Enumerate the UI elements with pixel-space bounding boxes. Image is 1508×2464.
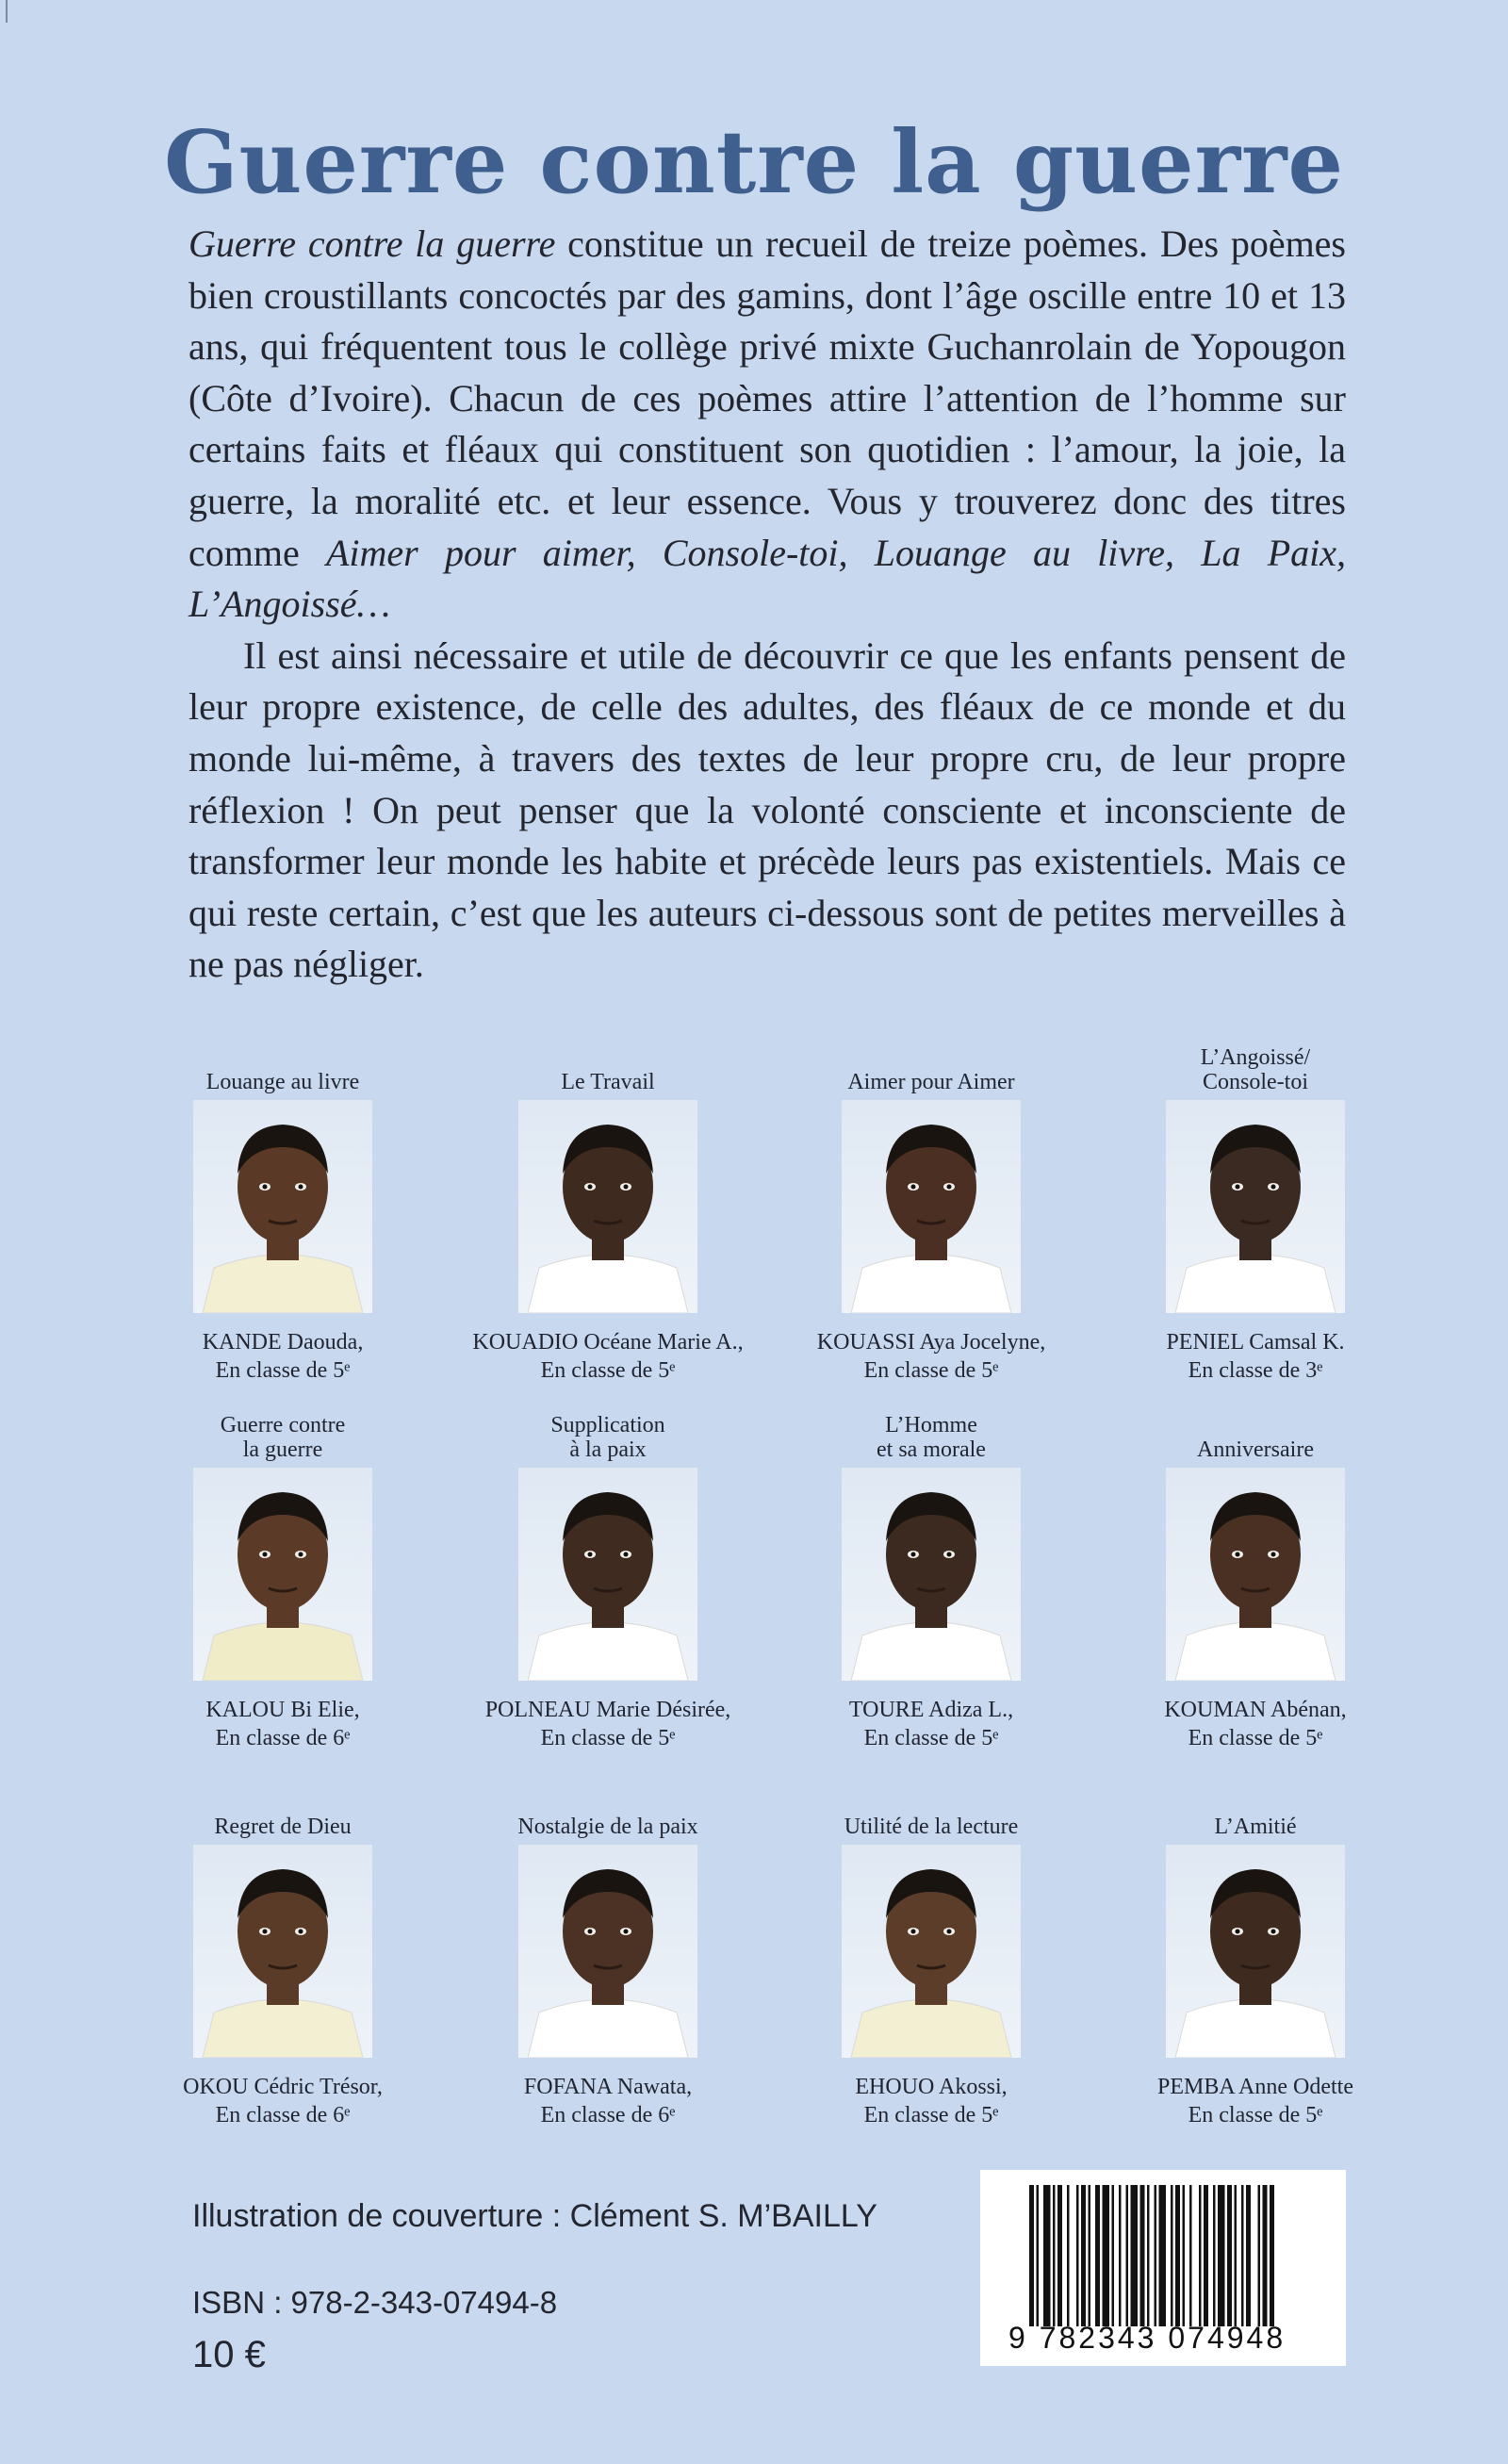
author-class: En classe de 5ᵉ [1188,1726,1323,1750]
author-photo [842,1468,1021,1681]
barcode-bar [1119,2185,1122,2326]
author-card [780,1042,1082,1383]
barcode-bar [1112,2185,1115,2326]
barcode-bar [1263,2185,1268,2326]
author-class: En classe de 5ᵉ [863,1358,999,1383]
barcode-bar [1213,2185,1216,2326]
pupil-left [911,1552,916,1557]
author-name: PENIEL Camsal K. [1166,1330,1345,1355]
barcode-digits: 9 782343 074948 [1008,2321,1287,2355]
barcode-bar [1126,2185,1129,2326]
author-photo [1166,1100,1345,1313]
barcode-bar [1258,2185,1261,2326]
author-photo [842,1100,1021,1313]
barcode-bar [1204,2185,1208,2326]
poem-title: L’Angoissé/ Console-toi [1200,1045,1311,1094]
shirt-shape [851,1255,1011,1313]
author-name: EHOUO Akossi, [855,2075,1008,2099]
shirt-shape [203,1622,363,1681]
barcode [980,2170,1346,2366]
barcode-bar [1246,2185,1251,2326]
barcode-bar [1103,2185,1110,2326]
author-class: En classe de 5ᵉ [1188,2103,1323,2127]
illustration-credit: Illustration de couverture : Clément S. M’BAILLY [192,2198,877,2234]
author-name: TOURE Adiza L., [848,1698,1014,1722]
author-card [132,1409,434,1750]
poem-title: Guerre contre la guerre [220,1413,346,1462]
barcode-bar [1081,2185,1086,2326]
author-name: KOUMAN Abénan, [1164,1698,1347,1722]
author-name: KOUADIO Océane Marie A., [472,1330,744,1355]
poem-title: Aimer pour Aimer [847,1070,1015,1094]
poem-title: Le Travail [561,1070,655,1094]
pupil-left [588,1552,593,1557]
shirt-shape [851,1999,1011,2058]
author-card [780,1409,1082,1750]
poem-title: Supplication à la paix [550,1413,665,1462]
barcode-bar [1159,2185,1167,2326]
pupil-left [1236,1552,1240,1557]
poem-title: Louange au livre [205,1070,360,1094]
pupil-right [299,1552,303,1557]
barcode-bar [1183,2185,1186,2326]
poem-title: Regret de Dieu [214,1815,352,1839]
author-card [457,1042,759,1383]
barcode-bar [1140,2185,1145,2326]
pupil-right [299,1930,303,1934]
poem-title: L’Amitié [1214,1815,1297,1839]
pupil-left [263,1930,268,1934]
author-photo [193,1468,372,1681]
author-card [1105,1409,1406,1750]
pupil-right [299,1185,303,1190]
pupil-right [624,1930,629,1934]
barcode-bar [1095,2185,1100,2326]
author-photo [518,1468,697,1681]
author-name: KANDE Daouda, [202,1330,364,1355]
author-photo [1166,1468,1345,1681]
barcode-bar [1043,2185,1051,2326]
barcode-bar [1067,2185,1070,2326]
author-name: FOFANA Nawata, [523,2075,693,2099]
author-photo [193,1845,372,2058]
author-name: OKOU Cédric Trésor, [183,2075,383,2099]
poem-title: L’Homme et sa morale [877,1413,986,1462]
author-class: En classe de 5ᵉ [215,1358,351,1383]
barcode-bar [1189,2185,1192,2326]
shirt-shape [203,1999,363,2058]
author-photo [1166,1845,1345,2058]
author-class: En classe de 5ᵉ [540,1726,676,1750]
author-name: KALOU Bi Elie, [205,1698,360,1722]
barcode-bar [1037,2185,1040,2326]
author-card [780,1786,1082,2127]
pupil-left [1236,1185,1240,1190]
author-class: En classe de 5ᵉ [540,1358,676,1383]
pupil-right [947,1930,952,1934]
pupil-left [588,1185,593,1190]
barcode-bar [1089,2185,1091,2326]
author-name: KOUASSI Aya Jocelyne, [816,1330,1046,1355]
author-class: En classe de 5ᵉ [863,2103,999,2127]
blurb-text: constitue un recueil de treize poèmes. Des poèmes bien croustillants concoctés par des gamins, dont l’âge oscille entre 10 et 13 ans, qui fréquentent tous le collège privé mixte Guchanrolain de Yopougon (Côte d’Ivoire). Chacun de ces poèmes attire l’attention de l’homme sur certains faits et fléaux qui constituent son quotidien : l’amour, la joie, la guerre, la moralité etc. et leur essence. Vous y trouverez donc des titres comme [188,222,1347,574]
blurb [188,219,1346,991]
barcode-bar [1171,2185,1173,2326]
pupil-right [1271,1185,1276,1190]
poem-title: Anniversaire [1197,1437,1314,1462]
author-card [132,1786,434,2127]
pupil-left [263,1185,268,1190]
pupil-right [947,1185,952,1190]
author-class: En classe de 6ᵉ [540,2103,676,2127]
author-card [457,1786,759,2127]
barcode-bar [1218,2185,1225,2326]
pupil-left [263,1552,268,1557]
shirt-shape [528,1999,688,2058]
price: 10 € [192,2334,266,2375]
barcode-bar [1241,2185,1244,2326]
author-card [1105,1042,1406,1383]
blurb-paragraph-2: Il est ainsi nécessaire et utile de découvrir ce que les enfants pensent de leur propre existence, de celle des adultes, des fléaux de ce monde et du monde lui-même, à travers des textes de leur propre cru, de leur propre réflexion ! On peut penser que la volonté consciente et inconsciente de transformer leur monde les habite et précède leurs pas existentiels. Mais ce qui reste certain, c’est que les auteurs ci-dessous sont de petites merveilles à ne pas négliger. [188,633,1346,986]
barcode-bar [1270,2185,1274,2326]
author-photo [518,1845,697,2058]
pupil-right [1271,1552,1276,1557]
barcode-bar [1235,2185,1238,2326]
barcode-bar [1029,2185,1034,2326]
shirt-shape [1175,1622,1336,1681]
pupil-right [624,1552,629,1557]
pupil-right [1271,1930,1276,1934]
blurb-paragraph-1 [188,219,1346,631]
author-name: POLNEAU Marie Désirée, [484,1698,731,1722]
shirt-shape [1175,1255,1336,1313]
author-photo [842,1845,1021,2058]
shirt-shape [851,1622,1011,1681]
blurb-title-italic: Guerre contre la guerre [188,222,556,265]
author-card [132,1042,434,1383]
author-card [457,1409,759,1750]
author-class: En classe de 6ᵉ [215,1726,351,1750]
isbn: ISBN : 978-2-343-07494-8 [192,2285,558,2320]
barcode-bar [1076,2185,1079,2326]
pupil-left [1236,1930,1240,1934]
blurb-titles-italic: Aimer pour aimer, Console-toi, Louange au livre, La Paix, L’Angoissé… [188,531,1347,626]
book-title: Guerre contre la guerre [163,111,1345,213]
crop-mark [6,0,8,23]
barcode-bar [1053,2185,1056,2326]
authors-grid [132,1042,1433,2154]
shirt-shape [528,1255,688,1313]
shirt-shape [203,1255,363,1313]
author-class: En classe de 5ᵉ [863,1726,999,1750]
shirt-shape [528,1622,688,1681]
pupil-left [588,1930,593,1934]
barcode-bar [1147,2185,1150,2326]
barcode-bar [1057,2185,1062,2326]
barcode-bar [1199,2185,1202,2326]
barcode-bars [1029,2185,1350,2326]
barcode-bar [1155,2185,1157,2326]
shirt-shape [1175,1999,1336,2058]
barcode-bar [1131,2185,1139,2326]
poem-title: Nostalgie de la paix [517,1815,698,1839]
pupil-left [911,1185,916,1190]
pupil-left [911,1930,916,1934]
author-photo [193,1100,372,1313]
author-class: En classe de 6ᵉ [215,2103,351,2127]
barcode-bar [1175,2185,1180,2326]
pupil-right [947,1552,952,1557]
author-name: PEMBA Anne Odette [1157,2075,1353,2099]
author-card [1105,1786,1406,2127]
barcode-bar [1227,2185,1232,2326]
poem-title: Utilité de la lecture [844,1815,1019,1839]
author-photo [518,1100,697,1313]
pupil-right [624,1185,629,1190]
author-class: En classe de 3ᵉ [1188,1358,1323,1383]
